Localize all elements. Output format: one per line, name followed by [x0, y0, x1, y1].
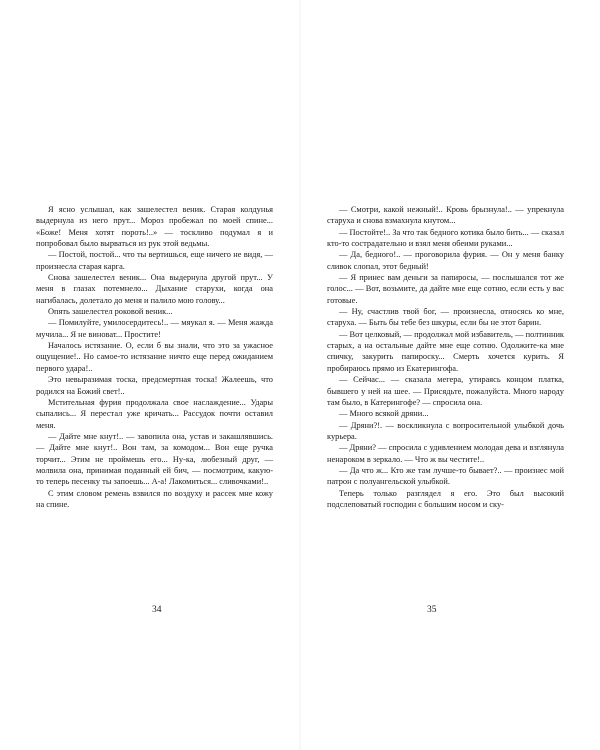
- paragraph: Опять зашелестел роковой веник...: [48, 307, 173, 317]
- paragraph: — Дряни? — спросила с удивлением молодая дева и взглянула ненароком в зеркало. — Что ж вы честите!..: [327, 443, 564, 464]
- paragraph: — Помилуйте, умилосердитесь!.. — мяукал я. — Меня жажда мучила... Я не виноват... Простите!: [36, 318, 273, 339]
- paragraph: — Много всякой дряни...: [339, 409, 429, 419]
- paragraph: Я ясно услышал, как зашелестел веник. Старая колдунья выдернула из него прут... Мороз пробежал по моей спине... «Боже! Меня хотят пороть!..» — тоскливо подумал я и попробовал было вырваться из рук этой ведьмы.: [36, 205, 273, 249]
- paragraph: — Смотри, какой нежный!.. Кровь брызнула!.. — упрекнула старуха и снова взмахнула кнутом...: [327, 205, 564, 226]
- paragraph: — Сейчас... — сказала мегера, утираясь концом платка, бывшего у ней на шее. — Присядьте, пожалуйста. Много народу там было, в Катерингофе? — спросила она.: [327, 375, 564, 407]
- right-page: [300, 0, 600, 750]
- left-page-text: [36, 204, 273, 510]
- paragraph: — Да, бедного!.. — проговорила фурия. — Он у меня банку сливок слопал, этот бедный!: [327, 250, 564, 271]
- paragraph: — Дряни?!. — воскликнула с вопросительной улыбкой дочь курьера.: [327, 420, 564, 441]
- paragraph: — Постойте!.. За что так бедного котика было бить... — сказал кто-то сострадательно и взял меня обеими руками...: [327, 227, 564, 249]
- paragraph: Снова зашелестел веник... Она выдернула другой прут... У меня в глазах потемнело... Дыхание старухи, когда она нагибалась, долетало до меня и палило мою голову...: [36, 273, 273, 305]
- page-number-right: 35: [427, 605, 437, 615]
- paragraph: — Постой, постой... что ты вертишься, еще ничего не видя, — произнесла старая карга.: [36, 250, 273, 271]
- paragraph: — Вот целковый, — продолжал мой избавитель, — полтинник старых, а на остальные дайте мне еще сотню. Одолжите-ка мне спичку, закурить папироску... Смерть хочется курить. Я пробираюсь прямо из Екатерингофа.: [327, 329, 564, 373]
- paragraph: — Да что ж... Кто же там лучше-то бывает?.. — произнес мой патрон с полуангельской улыбкой.: [327, 465, 564, 487]
- right-page-text: [327, 204, 564, 510]
- paragraph: Началось истязание. О, если б вы знали, что это за ужасное ощущение!.. Но самое-то истязание ничто еще перед ожиданием первого удара!..: [36, 341, 273, 373]
- paragraph: — Дайте мне кнут!.. — завопила она, устав и закашлявшись. — Дайте мне кнут!.. Вон там, за комодом... Вон еще ручка торчит... Этим не проймешь его... Ну-ка, любезный друг, — молвила она, принимая поданный ей бич, — посмотрим, какую-то теперь песенку ты запоешь... А-а! Лакомиться... сливочками!..: [36, 431, 273, 487]
- paragraph: — Ну, счастлив твой бог, — произнесла, относясь ко мне, старуха. — Быть бы тебе без шкуры, если бы не этот барин.: [327, 307, 564, 328]
- paragraph: Мстительная фурия продолжала свое наслаждение... Удары сыпались... Я перестал уже кричать... Рассудок почти оставил меня.: [36, 397, 273, 430]
- paragraph: С этим словом ремень взвился по воздуху и рассек мне кожу на спине.: [36, 488, 273, 509]
- page-number-left: 34: [152, 605, 162, 615]
- paragraph: Теперь только разглядел я его. Это был высокий подслеповатый господин с большим носом и ску-: [327, 488, 564, 509]
- paragraph: Это невыразимая тоска, предсмертная тоска! Жалеешь, что родился на Божий свет!..: [36, 375, 273, 396]
- paragraph: — Я принес вам деньги за папиросы, — послышался тот же голос... — Вот, возьмите, да дайте мне еще сотню, если есть у вас готовые.: [327, 273, 564, 305]
